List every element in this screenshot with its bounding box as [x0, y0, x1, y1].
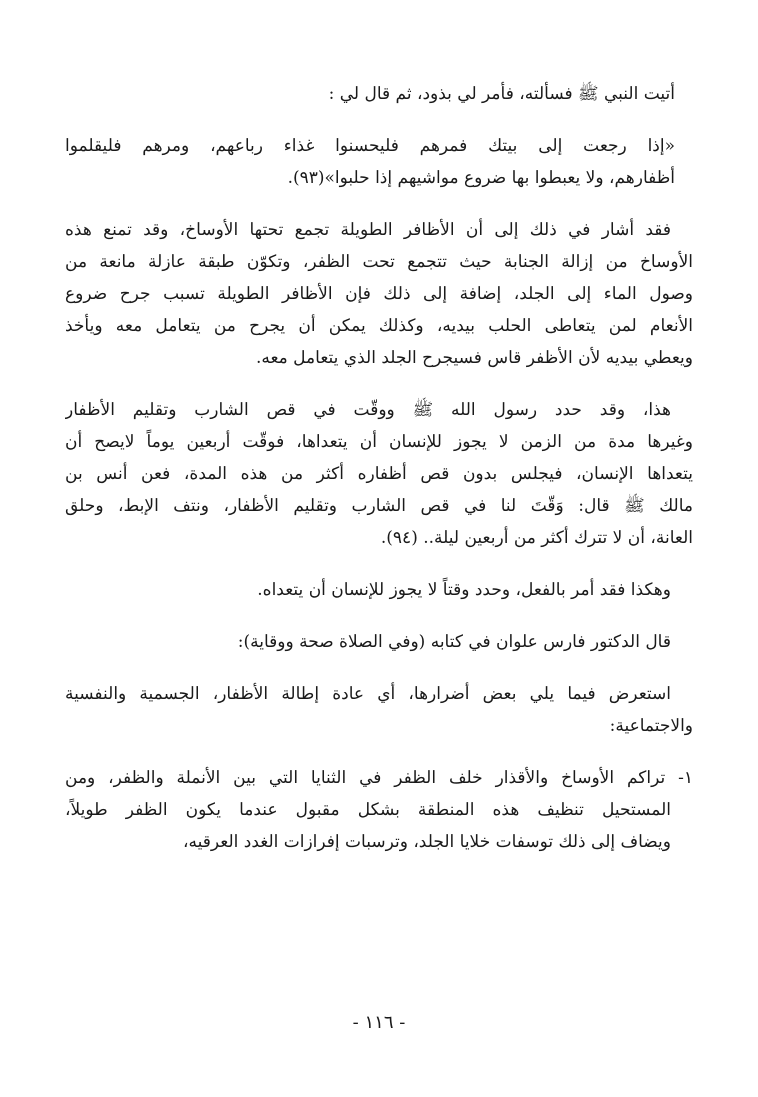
page-number: - ١١٦ -	[352, 1012, 406, 1033]
paragraph-citation-intro	[65, 626, 693, 658]
text-line: وصول الماء إلى الجلد، إضافة إلى ذلك فإن الأظافر الطويلة تسبب جرح ضروع	[65, 284, 693, 304]
paragraph-intro	[65, 78, 693, 110]
text-line: المستحيل تنظيف هذه المنطقة بشكل مقبول عندما يكون الظفر طويلاً،	[65, 800, 671, 820]
text-line: ويضاف إلى ذلك توسفات خلايا الجلد، وترسبات إفرازات الغدد العرقيه،	[183, 832, 671, 852]
text-line: أتيت النبي ﷺ فسألته، فأمر لي بذود، ثم قال لي :	[328, 84, 675, 104]
text-line: والاجتماعية:	[609, 716, 693, 736]
text-line: مالك ﷺ قال: وَقّتَ لنا في قص الشارب وتقليم الأظفار، ونتف الإبط، وحلق	[65, 496, 693, 516]
paragraph-explanation	[65, 214, 693, 374]
text-line: الأوساخ من إزالة الجنابة حيث تتجمع تحت الظفر، وتكوّن طبقة عازلة مانعة من	[65, 252, 693, 272]
paragraph-harms-intro	[65, 678, 693, 742]
text-line: قال الدكتور فارس علوان في كتابه (وفي الصلاة صحة ووقاية):	[237, 632, 671, 652]
text-line: فقد أشار في ذلك إلى أن الأظافر الطويلة تجمع تحتها الأوساخ، وقد تمنع هذه	[65, 220, 671, 240]
text-line: الأنعام لمن يتعاطى الحلب بيديه، وكذلك يمكن أن يجرح من يتعامل معه ويأخذ	[65, 316, 693, 336]
text-line: العانة، أن لا تترك أكثر من أربعين ليلة.. (٩٤).	[380, 528, 693, 548]
text-line: ١- تراكم الأوساخ والأقذار خلف الظفر في الثنايا التي بين الأنملة والظفر، ومن	[65, 768, 693, 788]
paragraph-summary	[65, 574, 693, 606]
paragraph-hadith-quote	[65, 130, 693, 194]
text-line: يتعداها الإنسان، فيجلس بدون قص أظفاره أكثر من هذه المدة، فعن أنس بن	[65, 464, 693, 484]
text-line: استعرض فيما يلي بعض أضرارها، أي عادة إطالة الأظفار، الجسمية والنفسية	[65, 684, 671, 704]
text-line: ويعطي بيديه لأن الأظفر قاس فسيجرح الجلد الذي يتعامل معه.	[255, 348, 693, 368]
text-line: هذا، وقد حدد رسول الله ﷺ ووقّت في قص الشارب وتقليم الأظفار	[65, 400, 671, 420]
text-line: وغيرها مدة من الزمن لا يجوز للإنسان أن يتعداها، فوقّت أربعين يوماً لايصح أن	[65, 432, 693, 452]
text-line: أظفارهم، ولا يعبطوا بها ضروع مواشيهم إذا حلبوا»(٩٣).	[287, 168, 675, 188]
text-line: وهكذا فقد أمر بالفعل، وحدد وقتاً لا يجوز للإنسان أن يتعداه.	[257, 580, 671, 600]
paragraph-time-limit	[65, 394, 693, 554]
list-item-harm-1	[65, 762, 693, 858]
text-line: «إذا رجعت إلى بيتك فمرهم فليحسنوا غذاء رباعهم، ومرهم فليقلموا	[65, 136, 675, 156]
page-body	[65, 78, 693, 878]
